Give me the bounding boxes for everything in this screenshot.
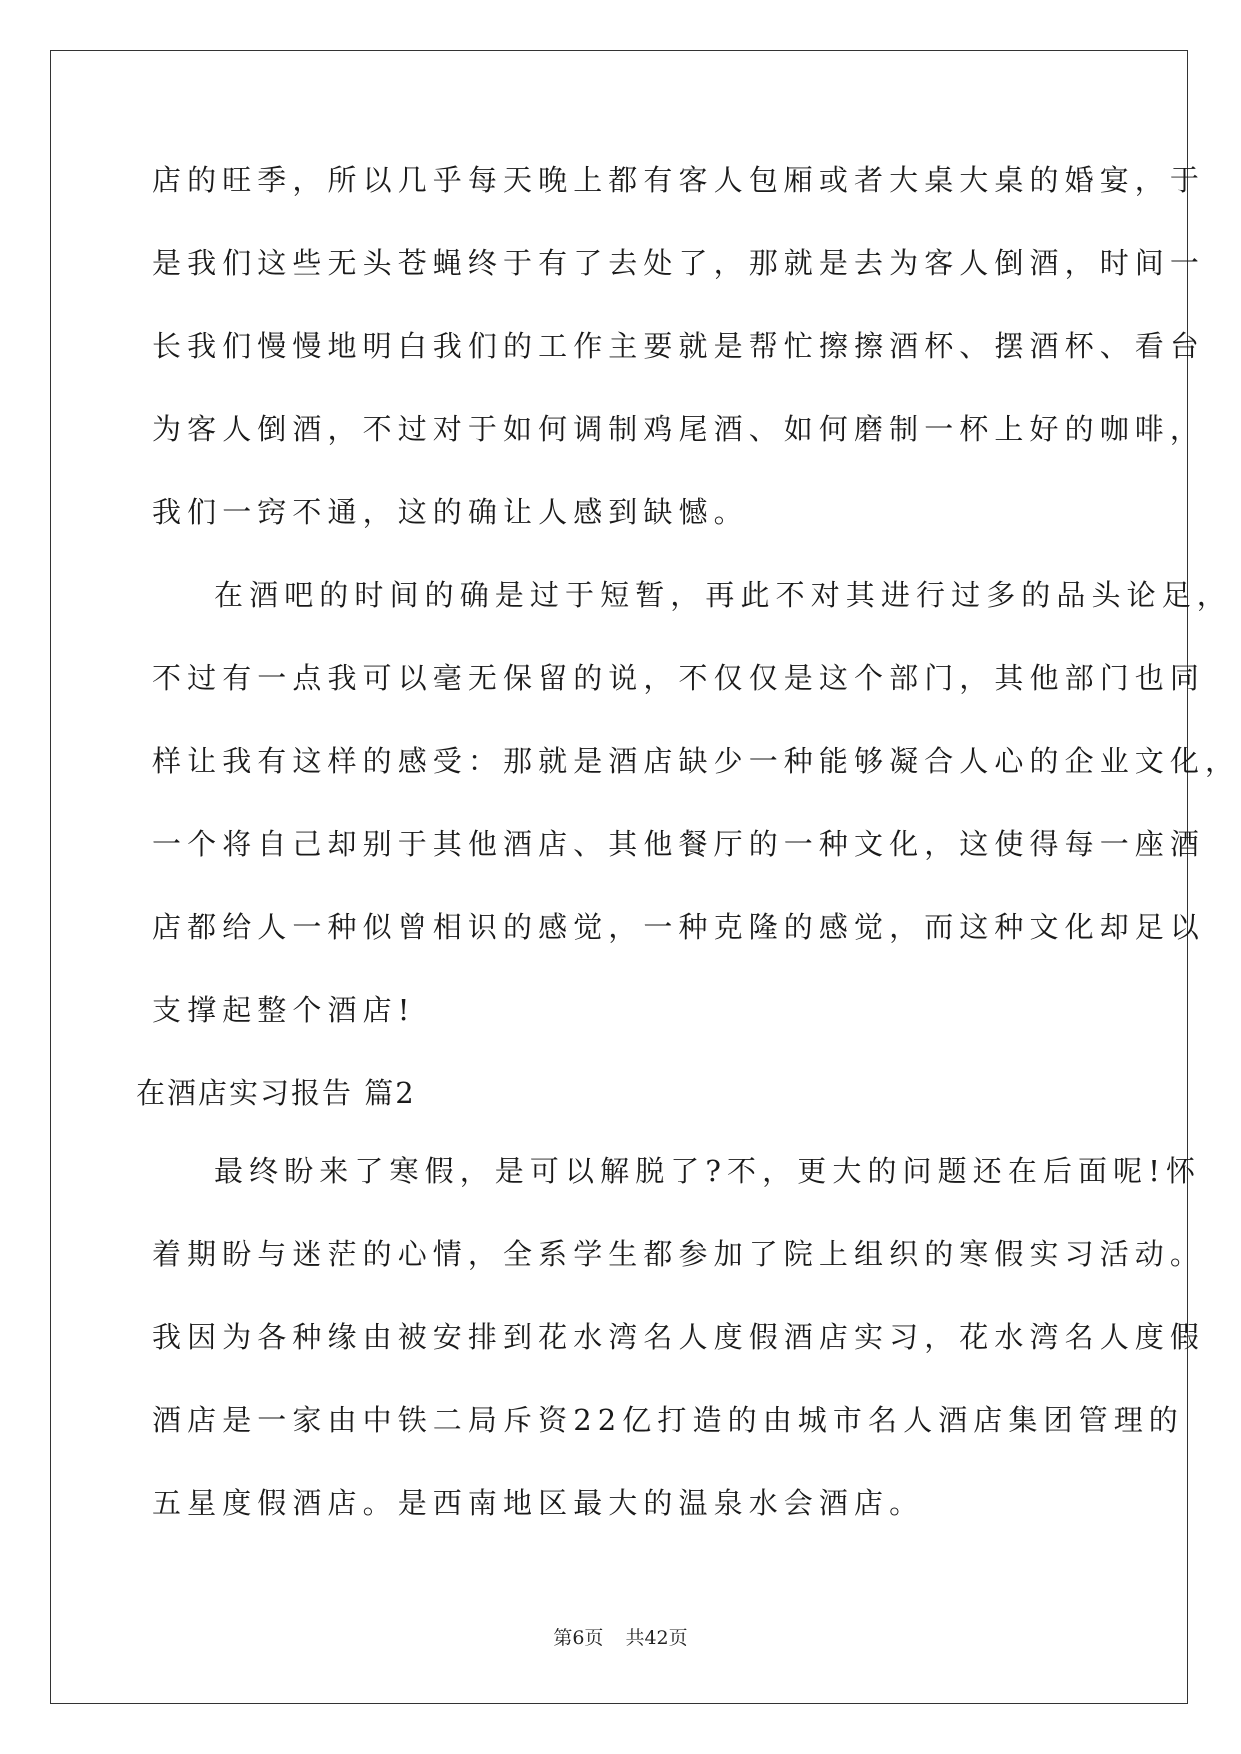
text-line: 不过有一点我可以毫无保留的说，不仅仅是这个部门，其他部门也同 [152, 661, 1206, 695]
text-line: 店都给人一种似曾相识的感觉，一种克隆的感觉，而这种文化却足以 [152, 910, 1206, 944]
text-line: 五星度假酒店。是西南地区最大的温泉水会酒店。 [152, 1486, 925, 1520]
text-line: 店的旺季，所以几乎每天晚上都有客人包厢或者大桌大桌的婚宴，于 [152, 163, 1206, 197]
page-number-total: 共42页 [625, 1627, 688, 1649]
text-line: 长我们慢慢地明白我们的工作主要就是帮忙擦擦酒杯、摆酒杯、看台 [152, 329, 1206, 363]
text-line: 样让我有这样的感受：那就是酒店缺少一种能够凝合人心的企业文化， [152, 744, 1241, 778]
paragraph-2 [152, 570, 1241, 1068]
text-line: 在酒吧的时间的确是过于短暂，再此不对其进行过多的品头论足， [214, 578, 1232, 612]
text-line: 我们一窍不通，这的确让人感到缺憾。 [152, 495, 749, 529]
text-line: 酒店是一家由中铁二局斥资22亿打造的由城市名人酒店集团管理的 [152, 1403, 1184, 1437]
text-line: 为客人倒酒，不过对于如何调制鸡尾酒、如何磨制一杯上好的咖啡， [152, 412, 1206, 446]
paragraph-3 [152, 1146, 1206, 1561]
text-line: 最终盼来了寒假，是可以解脱了?不，更大的问题还在后面呢!怀 [214, 1154, 1202, 1188]
text-line: 一个将自己却别于其他酒店、其他餐厅的一种文化，这使得每一座酒 [152, 827, 1206, 861]
page-footer [0, 1623, 1241, 1650]
text-line: 支撑起整个酒店! [152, 993, 416, 1027]
page-number-current: 第6页 [553, 1627, 604, 1649]
paragraph-1 [152, 155, 1206, 570]
text-line: 着期盼与迷茫的心情，全系学生都参加了院上组织的寒假实习活动。 [152, 1237, 1206, 1271]
text-line: 是我们这些无头苍蝇终于有了去处了，那就是去为客人倒酒，时间一 [152, 246, 1206, 280]
text-line: 我因为各种缘由被安排到花水湾名人度假酒店实习，花水湾名人度假 [152, 1320, 1206, 1354]
section-heading: 在酒店实习报告 篇2 [136, 1076, 416, 1110]
document-body [136, 155, 1241, 1561]
